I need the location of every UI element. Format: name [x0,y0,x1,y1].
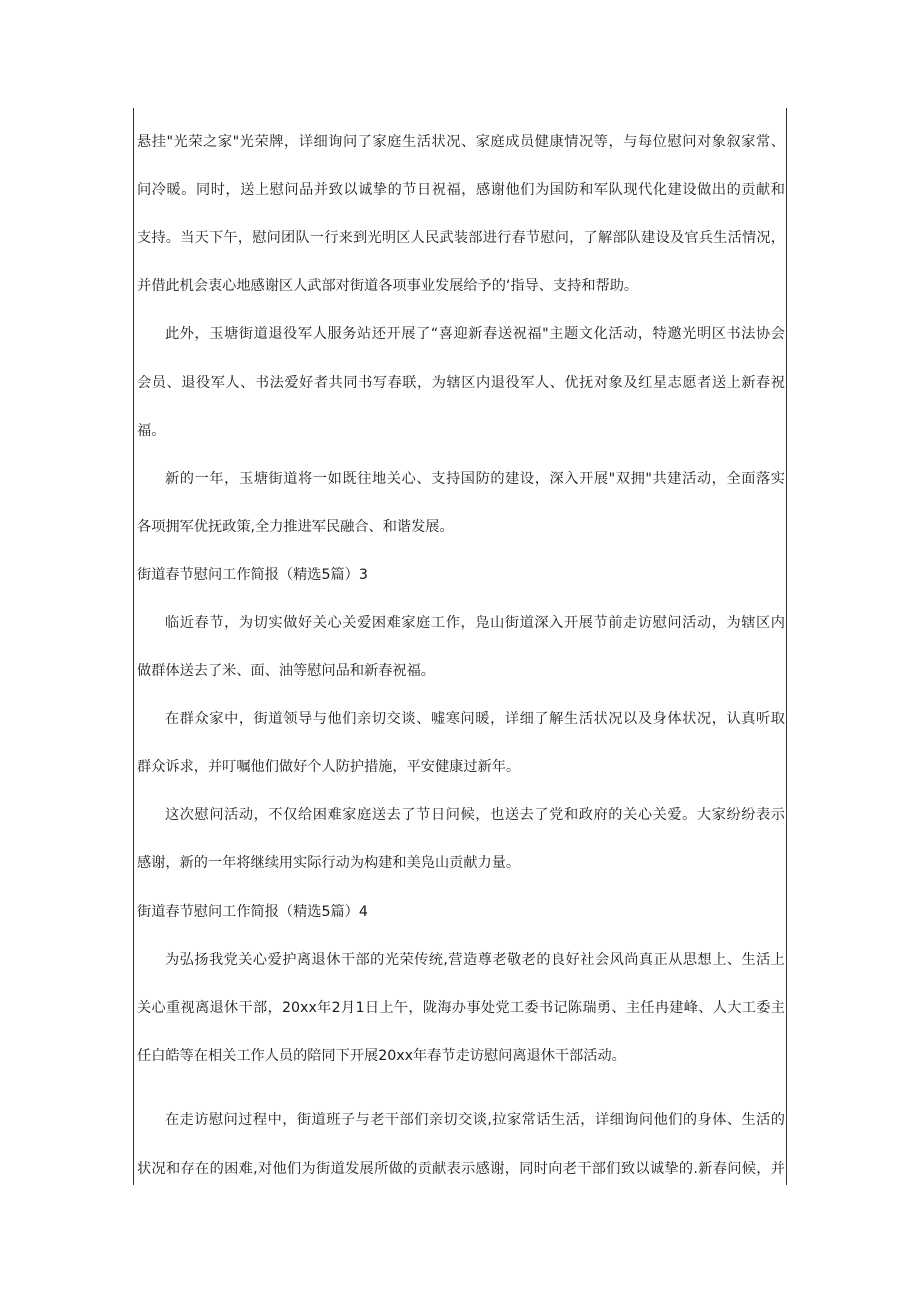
section-heading: 街道春节慰问工作简报（精选5篇）4 [137,904,368,920]
paragraph-line: 会员、退役军人、书法爱好者共同书写春联，为辖区内退役军人、优抚对象及红星志愿者送上新春祝 [137,375,785,391]
paragraph-line: 各项拥军优抚政策,全力推进军民融合、和谐发展。 [137,519,454,535]
paragraph-line: 状况和存在的困难,对他们为街道发展所做的贡献表示感谢，同时向老干部们致以诚挚的.新春问候，并 [137,1161,785,1177]
paragraph-line: 群众诉求，并叮嘱他们做好个人防护措施，平安健康过新年。 [137,759,521,775]
paragraph-line: 新的一年，玉塘街道将一如既往地关心、支持国防的建设，深入开展"双拥"共建活动，全面落实 [165,471,785,487]
paragraph-line: 关心重视离退休干部，20xx年2月1日上午，陇海办事处党工委书记陈瑞勇、主任冉建峰、人大工委主 [137,1000,785,1016]
paragraph-line: 在走访慰问过程中，街道班子与老干部们亲切交谈,拉家常话生活，详细询问他们的身体、生活的 [165,1112,785,1128]
paragraph-line: 做群体送去了米、面、油等慰问品和新春祝福。 [137,663,435,679]
paragraph-line: 临近春节，为切实做好关心关爱困难家庭工作，凫山街道深入开展节前走访慰问活动，为辖区内 [165,615,785,631]
paragraph-line: 福。 [137,423,166,439]
paragraph-line: 为弘扬我党关心爱护离退休干部的光荣传统,营造尊老敬老的良好社会风尚真正从思想上、生活上 [165,952,785,968]
page-left-border [133,108,134,1185]
paragraph-line: 这次慰问活动，不仅给困难家庭送去了节日问候，也送去了党和政府的关心关爱。大家纷纷表示 [165,807,785,823]
paragraph-line: 支持。当天下午，慰问团队一行来到光明区人民武装部进行春节慰问，了解部队建设及官兵生活情况， [137,230,785,246]
paragraph-line: 此外，玉塘街道退役军人服务站还开展了“喜迎新春送祝福"主题文化活动，特邀光明区书法协会 [165,326,785,342]
paragraph-line: 并借此机会衷心地感谢区人武部对街道各项事业发展给予的‘指导、支持和帮助。 [137,278,639,294]
section-heading: 街道春节慰问工作简报（精选5篇）3 [137,567,368,583]
paragraph-line: 感谢，新的一年将继续用实际行动为构建和美凫山贡献力量。 [137,855,521,871]
paragraph-line: 悬挂"光荣之家"光荣牌，详细询问了家庭生活状况、家庭成员健康情况等，与每位慰问对象叙家常、 [137,134,785,150]
paragraph-line: 问冷暖。同时，送上慰问品并致以诚挚的节日祝福，感谢他们为国防和军队现代化建设做出的贡献和 [137,182,785,198]
page-right-border [786,108,787,1185]
paragraph-line: 在群众家中，街道领导与他们亲切交谈、嘘寒问暖，详细了解生活状况以及身体状况，认真听取 [165,711,785,727]
paragraph-line: 任白皓等在相关工作人员的陪同下开展20xx年春节走访慰问离退休干部活动。 [137,1048,626,1064]
